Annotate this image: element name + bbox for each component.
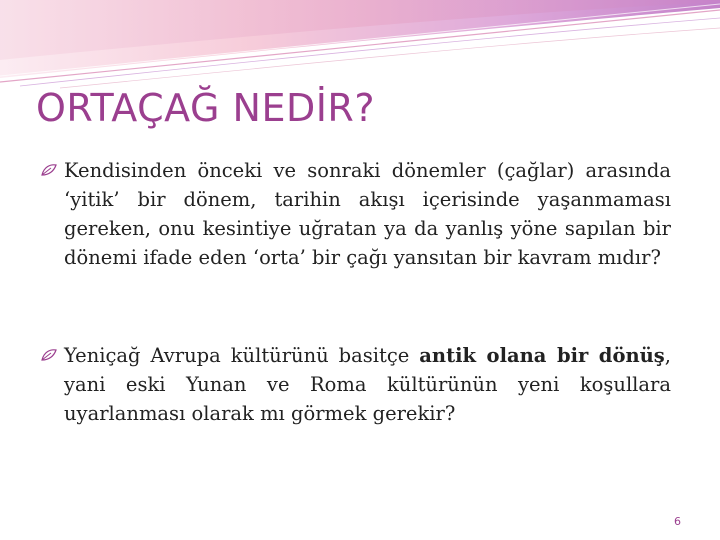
bullet-item <box>44 156 671 272</box>
slide-title: ORTAÇAĞ NEDİR? <box>36 86 375 130</box>
bullet-text <box>44 341 671 428</box>
leaf-bullet-icon <box>40 348 58 362</box>
leaf-bullet-icon <box>40 163 58 177</box>
bullet-text-before: Yeniçağ Avrupa kültürünü basitçe <box>64 344 420 367</box>
bullet-text: Kendisinden önceki ve sonraki dönemler (çağlar) arasında ‘yitik’ bir dönem, tarihin akışı içerisinde yaşanmaması gereken, onu kesintiye uğratan ya da yanlış yöne sapılan bir dönemi ifade eden ‘orta’ bir çağı yansıtan bir kavram mıdır? <box>64 159 671 269</box>
bullet-text-after: , yani eski Yunan ve Roma kültürünün yeni koşullara uyarlanması olarak mı görmek gerekir? <box>64 344 671 425</box>
bullet-item <box>44 341 671 428</box>
bullet-text-bold: antik olana bir dönüş <box>419 344 665 367</box>
decorative-header-band <box>0 0 720 90</box>
page-number: 6 <box>674 515 681 528</box>
